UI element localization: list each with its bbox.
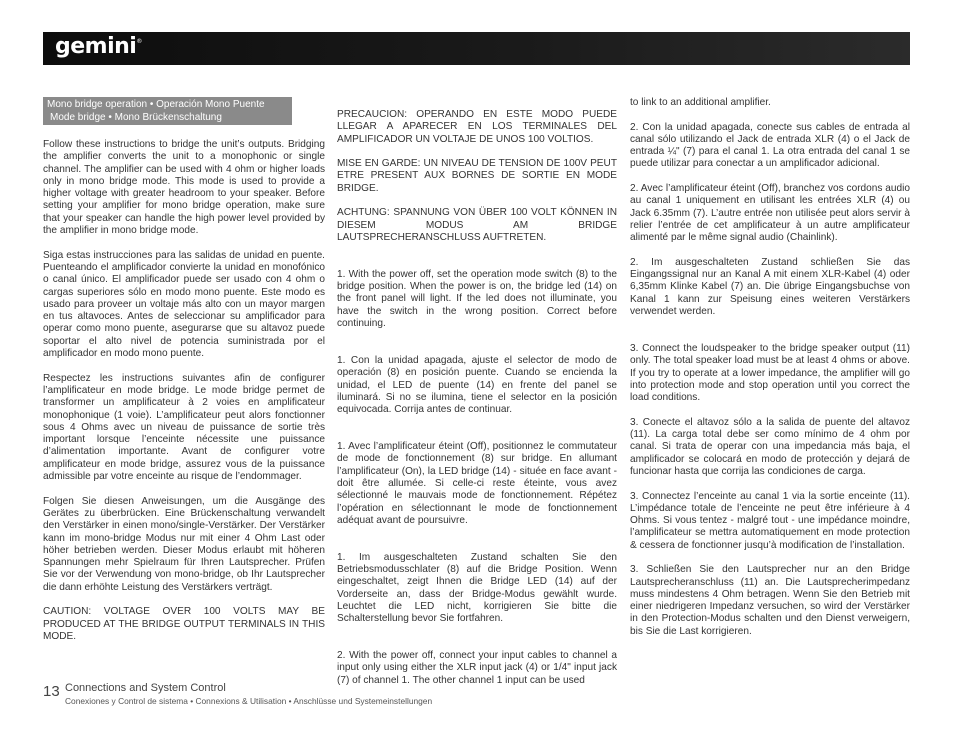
section-label	[43, 97, 292, 125]
paragraph-step1-es: 1. Con la unidad apagada, ajuste el selector de modo de operación (8) en posición puente. Cuando se encienda la unidad, el LED de puente (14) en frente del panel se iluminará. Si no se ilumina, tiene el selector en la posición equivocada. Corrija antes de continuar.	[337, 354, 617, 416]
paragraph-caution-de: ACHTUNG: SPANNUNG VON ÜBER 100 VOLT KÖNNEN IN DIESEM MODUS AM BRIDGE LAUTSPRECHERANSCHLUSS AUFTRETEN.	[337, 207, 617, 243]
gemini-logo	[55, 34, 142, 59]
paragraph-step3-en: 3. Connect the loudspeaker to the bridge speaker output (11) only. The total speaker load must be at least 4 ohms or above. If you try to operate at a lower impedance, the amplifier will go into protection mode and stop operation until you correct the load conditions.	[630, 342, 910, 404]
paragraph-fr-intro: Respectez les instructions suivantes afin de configurer l’amplificateur en mode bridge. Le mode bridge permet de transformer un amplificateur à 2 voies en amplificateur monophonique (1 voie). L’amplificateur peut alors fonctionner sous 4 Ohms avec un niveau de puissance de sortie très important lorsque l’enceinte nécessite une puissance d’alimentation importante. Avant de configurer votre amplificateur en mode bridge, assurez vous de la puissance admissible par votre enceinte au risque de l’endommager.	[43, 372, 325, 483]
footer-title: Connections and System Control	[65, 682, 226, 694]
section-label-line-2: Mode bridge • Mono Brückenschaltung	[50, 112, 222, 123]
footer-subtitle: Conexiones y Control de sistema • Connexions & Utilisation • Anschlüsse und Systemeinstellungen	[65, 696, 433, 706]
paragraph-step2-de: 2. Im ausgeschalteten Zustand schließen Sie das Eingangssignal nur an Kanal A mit einem XLR-Kabel (4) oder 6,35mm Klinke Kabel (7) an. Die übrige Eingangsbuchse von Kanal 1 kann zur Speisung eines weiteren Verstärkers verwendet werden.	[630, 256, 910, 318]
paragraph-caution-fr: MISE EN GARDE: UN NIVEAU DE TENSION DE 100V PEUT ETRE PRESENT AUX BORNES DE SORTIE EN MODE BRIDGE.	[337, 158, 617, 194]
paragraph-step2-es: 2. Con la unidad apagada, conecte sus cables de entrada al canal sólo utilizando el Jack de entrada XLR (4) o el Jack de entrada ¼" (7) para el canal 1. La otra entrada del canal 1 se puede utilizar para conectar a un amplificador adicional.	[630, 121, 910, 170]
registered-mark: ®	[136, 38, 142, 45]
paragraph-step3-es: 3. Conecte el altavoz sólo a la salida de puente del altavoz (11). La carga total debe ser como mínimo de 4 ohm por canal. Si trata de operar con una impedancia más baja, el amplificador se colocará en modo de protección y dejará de funcionar hasta que corrija las condiciones de carga.	[630, 416, 910, 477]
paragraph-step1-fr: 1. Avec l’amplificateur éteint (Off), positionnez le commutateur de mode de fonctionnement (8) sur bridge. En allumant l’amplificateur (On), la LED bridge (14) - située en face avant - doit être allumée. Si celle-ci reste éteinte, vous avez sélectionné le mauvais mode de fonctionnement. Répétez l’opération en sélectionnant le mode de fonctionnement adéquat avant de poursuivre.	[337, 441, 617, 526]
paragraph-step1-de: 1. Im ausgeschalteten Zustand schalten Sie den Betriebsmodusschlater (8) auf die Bridge Position. Wenn eingeschaltet, zeigt Ihnen die Bridge LED (14) auf der Vorderseite an, dass der Bridge-Modus gewählt wurde. Leuchtet die LED nicht, korrigieren Sie bitte die Schalterstellung bevor Sie fortfahren.	[337, 551, 617, 625]
paragraph-caution-en: CAUTION: VOLTAGE OVER 100 VOLTS MAY BE PRODUCED AT THE BRIDGE OUTPUT TERMINALS IN THIS MODE.	[43, 606, 325, 642]
header-bar	[43, 32, 910, 65]
paragraph-step3-de: 3. Schließen Sie den Lautsprecher nur an den Bridge Lautsprecheranschluss (11) an. Die Lautsprecherimpedanz muss mindestens 4 Ohm betragen. Wenn Sie den Betrieb mit einer niedrigeren Impedanz versuchen, so wird der Verstärker in den Protection-Modus schalten und den Dienst verweigern, bis Sie die Last korrigieren.	[630, 564, 910, 637]
paragraph-en-intro: Follow these instructions to bridge the unit’s outputs. Bridging the amplifier converts the unit to a monophonic or single channel. The amplifier can be used with 4 ohm or higher loads only in mono bridge mode. This mode is used to provide a higher voltage with greater headroom to your speaker. Before setting your amplifier for mono bridge operation, make sure that your speaker can handle the high power level provided by the amplifier in mono bridge mode.	[43, 139, 325, 237]
paragraph-step2-en: 2. With the power off, connect your input cables to channel a input only using either the XLR input jack (4) or 1/4" input jack (7) of channel 1. The other channel 1 input can be used	[337, 650, 617, 686]
logo-text: gemini	[55, 34, 137, 59]
paragraph-step2-en-cont: to link to an additional amplifier.	[630, 97, 771, 108]
column-3	[630, 97, 910, 650]
paragraph-step2-fr: 2. Avec l’amplificateur éteint (Off), branchez vos cordons audio au canal 1 uniquement en utilisant les entrées XLR (4) ou Jack 6.35mm (7). L’autre entrée non utilisée peut alors servir à relier l’entrée de cet amplificateur à un autre amplificateur alimenté par le même signal audio (Chainlink).	[630, 183, 910, 244]
paragraph-caution-es: PRECAUCION: OPERANDO EN ESTE MODO PUEDE LLEGAR A APARECER EN LOS TERMINALES DEL AMPLIFICADOR UN VOLTAJE DE UNOS 100 VOLTIOS.	[337, 109, 617, 145]
column-2	[337, 109, 617, 699]
paragraph-step1-en: 1. With the power off, set the operation mode switch (8) to the bridge position. When the power is on, the bridge led (14) on the front panel will light. If the led does not illuminate, you have the switch in the wrong position. Correct before continuing.	[337, 268, 617, 330]
paragraph-step3-fr: 3. Connectez l’enceinte au canal 1 via la sortie enceinte (11). L’impédance totale de l’enceinte ne peut être inférieure à 4 Ohms. Si vous tentez - malgré tout - une impédance moindre, l’amplificateur se mettra automatiquement en mode protection & cessera de fonctionner jusqu’à modification de l’installation.	[630, 490, 910, 551]
page-number: 13	[43, 683, 60, 700]
paragraph-de-intro: Folgen Sie diesen Anweisungen, um die Ausgänge des Gerätes zu überbrücken. Eine Brückenschaltung verwandelt den Verstärker in einen mono/single-Verstärker. Der Verstärker kann im mono-bridge Modus nur mit einer 4 Ohm Last oder höher betrieben werden. Dieser Modus erlaubt mit höheren Spannungen mehr Spielraum für Ihren Lautsprecher. Prüfen Sie vor der Verwendung von mono-bridge, ob Ihr Lautsprecher die dann erhöhte Leistung des Verstärkers verträgt.	[43, 495, 325, 593]
column-1	[43, 97, 325, 655]
section-label-line-1: Mono bridge operation • Operación Mono Puente	[47, 99, 265, 110]
paragraph-es-intro: Siga estas instrucciones para las salidas de unidad en puente. Puenteando el amplificador convierte la unidad en monofónico o canal único. El amplificador puede ser usado con 4 ohm o cargas superiores sólo en modo mono puente. Este modo es usado para proveer un voltaje más alto con un mayor margen en tus altavoces. Antes de seleccionar su amplificador para operar como mono puente, asegurarse que su altavoz puede soportar el alto nivel de potencia suministrada por el amplificador en modo mono puente.	[43, 249, 325, 360]
